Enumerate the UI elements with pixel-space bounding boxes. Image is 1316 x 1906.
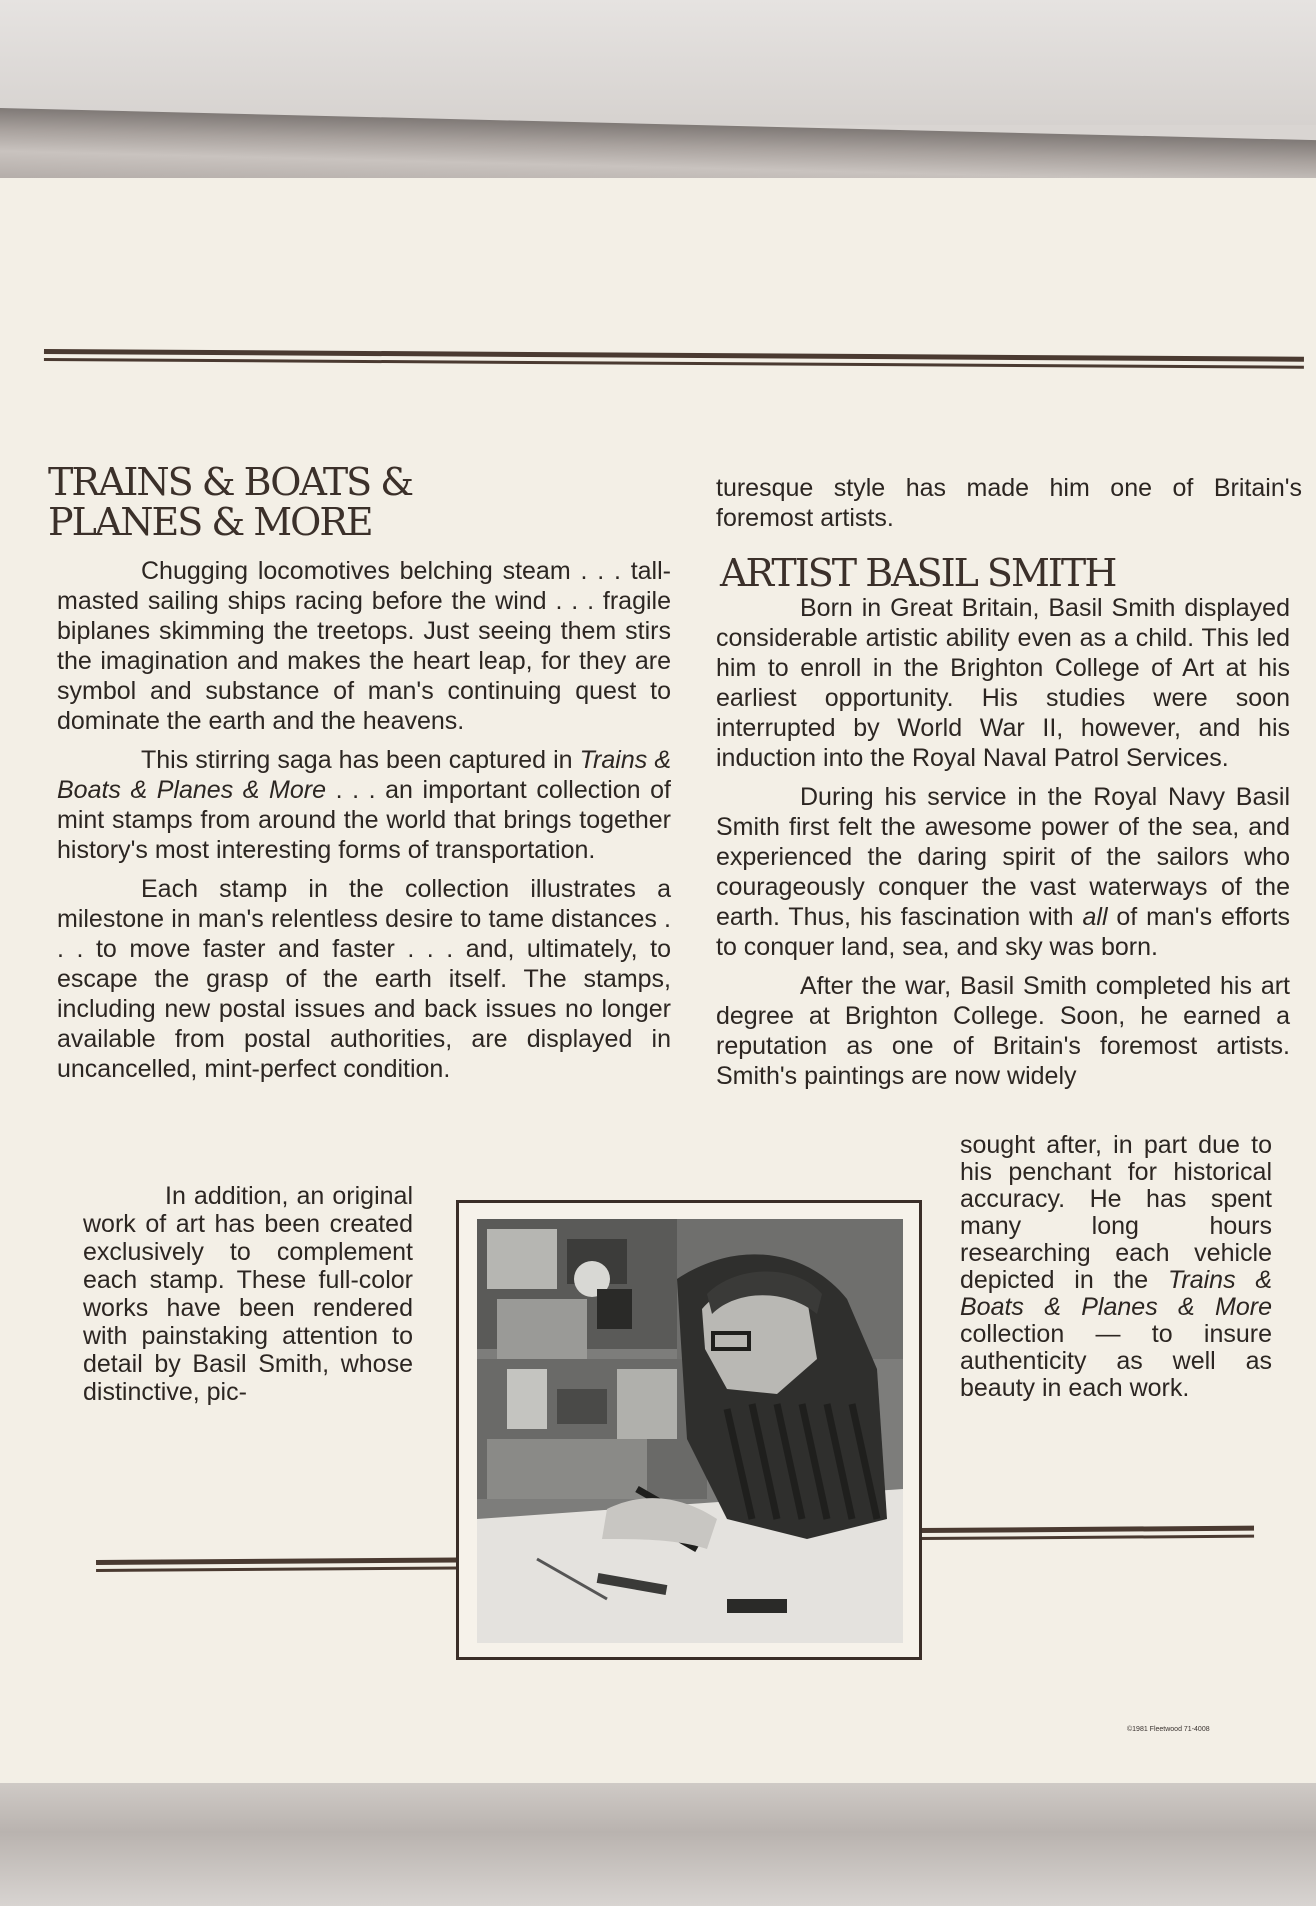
paragraph-after-war: After the war, Basil Smith completed his art degree at Brighton College. Soon, he earned a reputation as one of Britain's foremost artists. Smith's paintings are now widely [716, 972, 1290, 1090]
album-bottom-edge [0, 1783, 1316, 1906]
paragraph-intro: Chugging locomotives belching steam . . . tall-masted sailing ships racing before the wind . . . fragile biplanes skimming the treetops. Just seeing them stirs the imagination and makes the heart leap, for they are symbol and substance of man's continuing quest to dominate the earth and the heavens. [57, 557, 671, 735]
paragraph-reputation: sought after, in part due to his penchant for historical accuracy. He has spent many long hours researching each vehicle depicted in the Trains & Boats & Planes & More collection — to insure authenticity as well as beauty in each work. [960, 1131, 1272, 1402]
paragraph-artwork: In addition, an original work of art has been created exclusively to complement each stamp. These full-color works have been rendered with painstaking attention to detail by Basil Smith, whose distinctive, pic- [83, 1182, 413, 1406]
paragraph-navy: During his service in the Royal Navy Basil Smith first felt the awesome power of the sea, and experienced the daring spirit of the sailors who courageously conquer the vast waterways of the earth. Thus, his fascination with all of man's efforts to conquer land, sea, and sky was born. [716, 783, 1290, 961]
bottom-rule-right [920, 1526, 1254, 1542]
paragraph-born: Born in Great Britain, Basil Smith displayed considerable artistic ability even as a child. This led him to enroll in the Brighton College of Art at his earliest opportunity. His studies were soon interrupted by World War II, however, and his induction into the Royal Naval Patrol Services. [716, 594, 1290, 772]
background-wall [0, 0, 1316, 125]
paragraph-saga: This stirring saga has been captured in Trains & Boats & Planes & More . . . an important collection of mint stamps from around the world that brings together history's most interesting forms of transportation. [57, 746, 671, 864]
paragraph-stamps: Each stamp in the collection illustrates a milestone in man's relentless desire to tame distances . . . to move faster and faster . . . and, ultimately, to escape the grasp of the earth itself. The stamps, including new postal issues and back issues no longer available from postal authorities, are displayed in uncancelled, mint-perfect condition. [57, 875, 671, 1083]
article-title: TRAINS & BOATS & PLANES & MORE [48, 460, 413, 544]
copyright-note: ©1981 Fleetwood 71-4008 [1127, 1726, 1210, 1733]
right-wrap-text [960, 1132, 1272, 1411]
paragraph-continued: turesque style has made him one of Britain's foremost artists. [716, 474, 1302, 532]
right-column-body [716, 593, 1290, 1100]
artist-photo-frame [456, 1200, 922, 1660]
artist-photo [477, 1219, 903, 1643]
section-title-artist: ARTIST BASIL SMITH [720, 551, 1116, 595]
bottom-rule-left [96, 1557, 458, 1574]
left-column-text [57, 556, 671, 1093]
left-wrap-text [83, 1182, 413, 1415]
right-column-text [716, 473, 1302, 542]
